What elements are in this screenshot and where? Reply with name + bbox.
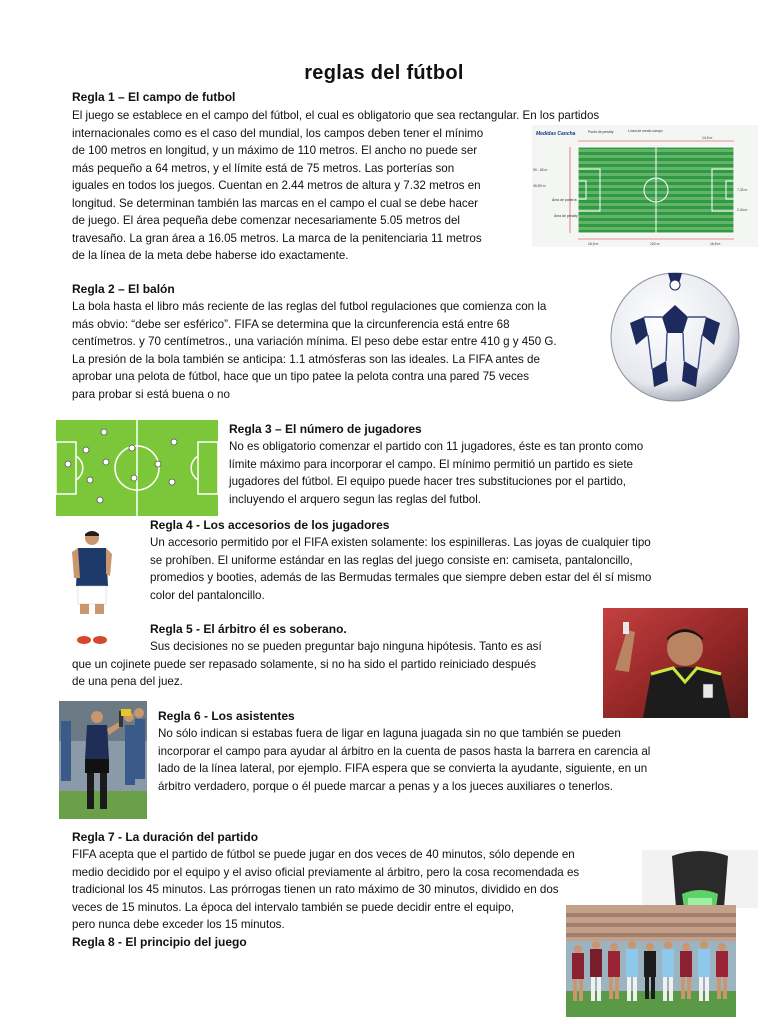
rule-5-line: de una pena del juez. <box>72 675 183 688</box>
rule-7-line: tradicional los 45 minutos. Las prórrogas tienen un rato máximo de 30 minutos, dividido en dos <box>72 883 559 896</box>
rule-2-line: La bola hasta el libro más reciente de las reglas del futbol regulaciones que comienza con la <box>72 300 547 313</box>
rule-6-heading: Regla 6 - Los asistentes <box>158 709 295 723</box>
stopwatch-image <box>642 850 758 908</box>
formation-field-image <box>56 420 218 516</box>
rule-7-line: veces de 15 minutos. La época del intervalo también se puede decidir entre el equipo, <box>72 900 515 914</box>
rule-4-text <box>150 534 651 604</box>
svg-text:Punto de penalty: Punto de penalty <box>588 130 614 134</box>
rule-2-line: más obvio: “debe ser esférico”. FIFA se determina que la circunferencia está entre 68 <box>72 317 510 331</box>
rule-6-line: No sólo indican si estabas fuera de ligar en laguna juagada sin no que también se pueden <box>158 727 621 740</box>
match-players-image <box>566 905 736 1017</box>
rule-4-line: promedios y booties, además de las Bermudas termales que siempre deben estar del él sí mismo <box>150 571 652 584</box>
rule-2-line: aprobar una pelota de fútbol, hace que un tipo patee la pelota contra una pared 75 veces <box>72 370 530 383</box>
rule-3-line: incluyendo el arquero segun las reglas del futbol. <box>229 492 482 506</box>
rule-4-line: se prohíben. El uniforme estándar en las reglas del juego consiste en: camiseta, pantaloncillo, <box>150 553 633 567</box>
rule-2-text <box>72 298 557 403</box>
svg-text:7,32 m: 7,32 m <box>737 188 748 192</box>
rule-1-line: de 100 metros en longitud, y un máximo de 110 metros. El ancho no puede ser <box>72 144 478 157</box>
rule-1-text <box>72 107 599 265</box>
svg-text:90 - 45 m: 90 - 45 m <box>533 168 548 172</box>
svg-text:16,5 m: 16,5 m <box>588 242 599 246</box>
rule-3-line: No es obligatorio comenzar el partido con 11 jugadores, éste es tan pronto como <box>229 440 644 453</box>
rule-1-line: de la línea de la meta debe haberse ido exactamente. <box>72 249 349 262</box>
svg-text:120 m: 120 m <box>650 242 660 246</box>
rule-5-line: Sus decisiones no se pueden preguntar bajo ninguna hipótesis. Tanto es así <box>150 640 542 653</box>
assistant-referee-image <box>59 701 147 819</box>
rule-1-line: longitud. Se determinan también las marcas en el campo el cual se debe hacer <box>72 196 479 210</box>
rule-1-heading: Regla 1 – El campo de futbol <box>72 90 236 104</box>
rule-1-line: de juego. El área pequeña debe comenzar necesariamente 5.05 metros del <box>72 214 460 227</box>
rule-1-line: iguales en todos los juegos. Cuentan en 2.44 metros de altura y 7.32 metros en <box>72 179 481 192</box>
rule-1-line: más pequeño a 64 metros, y el límite está de 75 metros. Las porterías son <box>72 161 455 175</box>
rule-1-line: internacionales como es el caso del mundial, los campos deben tener el mínimo <box>72 126 484 140</box>
rule-1-line: travesaño. La gran área a 16.05 metros. La marca de la penitenciaria 11 metros <box>72 231 482 245</box>
rule-3-line: límite máximo para incorporar el campo. El mínimo permitió un partido es siete <box>229 457 634 471</box>
field-dimensions-diagram <box>532 125 758 247</box>
referee-image <box>603 608 748 718</box>
rule-1-line: El juego se establece en el campo del fútbol, el cual es obligatorio que sea rectangular. En los partidos <box>72 109 600 122</box>
svg-text:45-90 m: 45-90 m <box>533 184 546 188</box>
rule-4-line: Un accesorio permitido por el FIFA existen solamente: los espinilleras. Las joyas de cualquier tipo <box>150 536 651 549</box>
rule-7-line: FIFA acepta que el partido de fútbol se puede jugar en dos veces de 40 minutos, sólo depende en <box>72 848 575 861</box>
soccer-ball-image <box>608 265 742 409</box>
rule-6-line: árbitro verdadero, porque o él puede marcar a penas y a los jueces auxiliares o tenerlos. <box>158 779 613 793</box>
rule-7-line: pero nunca debe exceder los 15 minutos. <box>72 918 285 931</box>
svg-text:14,5 m: 14,5 m <box>702 136 713 140</box>
rule-3-line: jugadores del fútbol. El equipo puede hacer tres substituciones por el partido, <box>229 475 627 488</box>
svg-text:16,5 m: 16,5 m <box>710 242 721 246</box>
rule-2-heading: Regla 2 – El balón <box>72 282 175 296</box>
rule-7-text <box>72 846 579 934</box>
svg-text:Área de portería: Área de portería <box>552 198 577 202</box>
page-title: reglas del fútbol <box>304 62 464 84</box>
rule-2-line: centímetros. y 70 centímetros., una variación mínima. El peso debe estar entre 410 g y 450 G. <box>72 335 557 348</box>
svg-text:2,44 m: 2,44 m <box>737 208 748 212</box>
rule-6-line: incorporar el campo para ayudar al árbitro en la cuenta de pasos hasta la barrera en carencia al <box>158 744 651 758</box>
svg-text:Línea de medio campo: Línea de medio campo <box>628 129 663 133</box>
rule-6-line: lado de la línea lateral, por ejemplo. FIFA espera que se convierta la ayudante, siguiente, en un <box>158 762 648 775</box>
rule-4-line: color del pantaloncillo. <box>150 588 265 602</box>
rule-7-heading: Regla 7 - La duración del partido <box>72 830 259 844</box>
rule-7-line: medio decidido por el equipo y el aviso oficial previamente al árbitro, pero la cosa recomendada es <box>72 865 580 879</box>
rule-4-heading: Regla 4 - Los accesorios de los jugadores <box>150 518 390 532</box>
rule-6-text <box>158 725 650 795</box>
rule-5-heading: Regla 5 - El árbitro él es soberano. <box>150 622 347 636</box>
rule-8-heading: Regla 8 - El principio del juego <box>72 935 247 949</box>
rule-2-line: para probar si está buena o no <box>72 387 230 401</box>
rule-5-text <box>72 638 542 691</box>
rule-2-line: La presión de la bola también se anticipa: 1.1 atmósferas son las ideales. La FIFA antes de <box>72 352 540 366</box>
diagram-caption: Medidas Cancha <box>536 131 576 137</box>
rule-3-text <box>229 438 643 508</box>
rule-5-line: que un cojinete puede ser repasado solamente, si no ha sido el partido reiniciado después <box>72 657 537 671</box>
player-image <box>70 528 114 646</box>
rule-3-heading: Regla 3 – El número de jugadores <box>229 422 422 436</box>
svg-text:Área de penalty: Área de penalty <box>554 214 578 218</box>
